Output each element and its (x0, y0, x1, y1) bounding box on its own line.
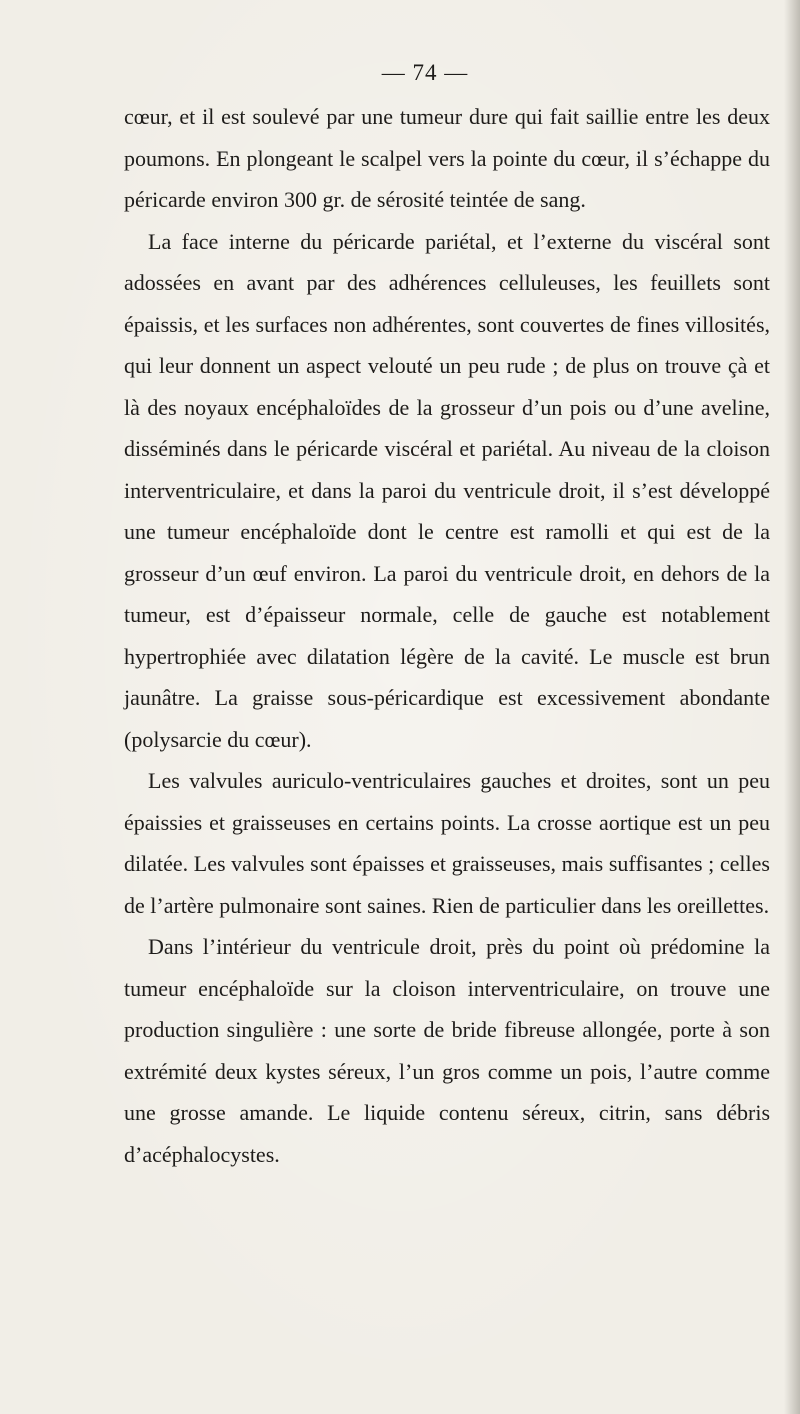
paragraph-4: Dans l’intérieur du ventricule droit, près du point où prédomine la tumeur encéphaloïde sur la cloison interventriculaire, on trouve une production singulière : une sorte de bride fibreuse allongée, porte à son extrémité deux kystes séreux, l’un gros comme un pois, l’autre comme une grosse amande. Le liquide contenu séreux, citrin, sans débris d’acéphalocystes. (124, 934, 770, 1167)
paragraph-3: Les valvules auriculo-ventriculaires gauches et droites, sont un peu épaissies et graisseuses en certains points. La crosse aortique est un peu dilatée. Les valvules sont épaisses et graisseuses, mais suffisantes ; celles de l’artère pulmonaire sont saines. Rien de particulier dans les oreillettes. (124, 768, 770, 918)
page-edge-shadow (784, 0, 800, 1414)
paragraph-1: cœur, et il est soulevé par une tumeur dure qui fait saillie entre les deux poumons. En plongeant le scalpel vers la pointe du cœur, il s’échappe du péricarde environ 300 gr. de sérosité teintée de sang. (124, 104, 770, 212)
paragraph-2: La face interne du péricarde pariétal, et l’externe du viscéral sont adossées en avant par des adhérences celluleuses, les feuillets sont épaissis, et les surfaces non adhérentes, sont couvertes de fines villosités, qui leur donnent un aspect velouté un peu rude ; de plus on trouve çà et là des noyaux encéphaloïdes de la grosseur d’un pois ou d’une aveline, disséminés dans le péricarde viscéral et pariétal. Au niveau de la cloison interventriculaire, et dans la paroi du ventricule droit, il s’est développé une tumeur encéphaloïde dont le centre est ramolli et qui est de la grosseur d’un œuf environ. La paroi du ventricule droit, en dehors de la tumeur, est d’épaisseur normale, celle de gauche est notablement hypertrophiée avec dilatation légère de la cavité. Le muscle est brun jaunâtre. La graisse sous-péricardique est excessivement abondante (polysarcie du cœur). (124, 228, 770, 752)
body-text (124, 96, 770, 1175)
page-number: — 74 — (381, 60, 469, 85)
